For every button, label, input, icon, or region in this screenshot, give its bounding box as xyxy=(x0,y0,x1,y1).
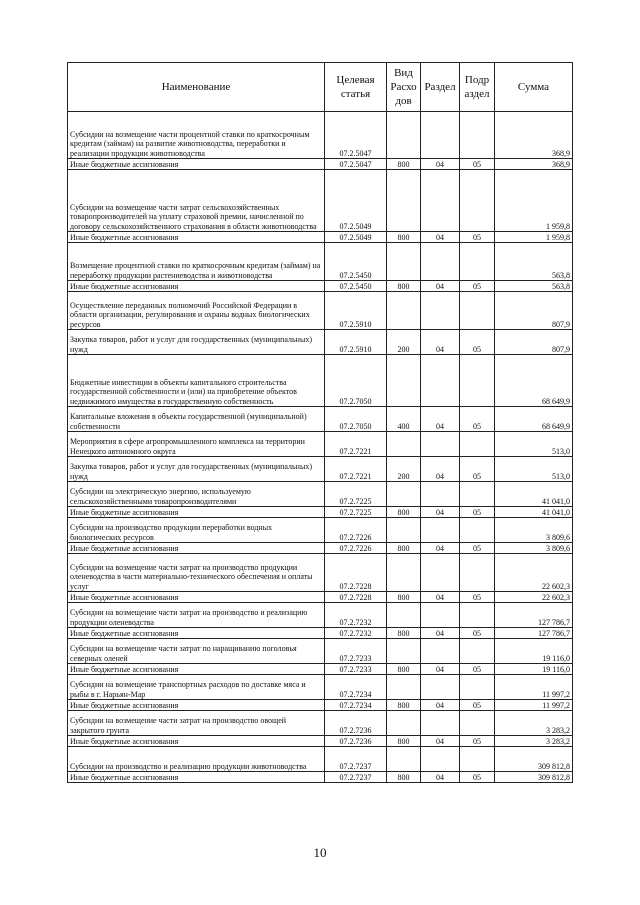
table-row xyxy=(68,482,573,507)
row-section-cell xyxy=(421,675,460,700)
row-name-cell: Субсидии на производство продукции переработки водных биологических ресурсов xyxy=(68,518,325,543)
row-section-cell xyxy=(421,292,460,330)
row-subsection-cell xyxy=(460,675,495,700)
table-row xyxy=(68,711,573,736)
row-subsection-cell: 05 xyxy=(460,457,495,482)
row-subsection-cell xyxy=(460,711,495,736)
row-name-cell: Субсидии на возмещение части затрат на производство овощей закрытого грунта xyxy=(68,711,325,736)
row-name-cell: Субсидии на электрическую энергию, используемую сельскохозяйственными товаропроизводителями xyxy=(68,482,325,507)
row-code-cell: 07.2.7225 xyxy=(325,482,387,507)
table-row xyxy=(68,736,573,747)
row-vid-cell: 800 xyxy=(387,543,421,554)
table-row xyxy=(68,243,573,281)
row-name-cell: Иные бюджетные ассигнования xyxy=(68,700,325,711)
row-name-cell: Иные бюджетные ассигнования xyxy=(68,592,325,603)
row-name-cell: Субсидии на возмещение части затрат по наращиванию поголовья северных оленей xyxy=(68,639,325,664)
row-subsection-cell xyxy=(460,243,495,281)
row-section-cell xyxy=(421,747,460,772)
row-section-cell xyxy=(421,112,460,159)
header-vid: Вид Расхо дов xyxy=(387,63,421,112)
row-code-cell: 07.2.7050 xyxy=(325,355,387,407)
row-name-cell: Субсидии на возмещение части процентной ставки по краткосрочным кредитам (займам) на развитие животноводства, переработки и реализации продукции животноводства xyxy=(68,112,325,159)
row-code-cell: 07.2.5910 xyxy=(325,292,387,330)
row-vid-cell xyxy=(387,603,421,628)
row-subsection-cell: 05 xyxy=(460,592,495,603)
table-row xyxy=(68,543,573,554)
row-code-cell: 07.2.7237 xyxy=(325,747,387,772)
row-name-cell: Возмещение процентной ставки по краткосрочным кредитам (займам) на переработку продукции растениеводства и животноводства xyxy=(68,243,325,281)
row-code-cell: 07.2.7221 xyxy=(325,457,387,482)
row-name-cell: Иные бюджетные ассигнования xyxy=(68,232,325,243)
row-subsection-cell xyxy=(460,554,495,592)
row-section-cell xyxy=(421,639,460,664)
header-subsection: Подр аздел xyxy=(460,63,495,112)
header-section: Раздел xyxy=(421,63,460,112)
row-name-cell: Субсидии на возмещение части затрат сельскохозяйственных товаропроизводителей на уплату страховой премии, начисленной по договору сельскохозяйственного страхования в области животноводства xyxy=(68,170,325,232)
row-subsection-cell xyxy=(460,170,495,232)
row-section-cell: 04 xyxy=(421,507,460,518)
row-code-cell: 07.2.7050 xyxy=(325,407,387,432)
row-subsection-cell: 05 xyxy=(460,159,495,170)
row-amount-cell: 68 649,9 xyxy=(495,355,573,407)
row-vid-cell xyxy=(387,170,421,232)
row-section-cell xyxy=(421,482,460,507)
table-row xyxy=(68,554,573,592)
table-row xyxy=(68,772,573,783)
row-vid-cell: 200 xyxy=(387,457,421,482)
row-name-cell: Иные бюджетные ассигнования xyxy=(68,736,325,747)
row-subsection-cell xyxy=(460,432,495,457)
row-section-cell: 04 xyxy=(421,772,460,783)
row-code-cell: 07.2.7233 xyxy=(325,664,387,675)
row-amount-cell: 807,9 xyxy=(495,292,573,330)
row-vid-cell: 800 xyxy=(387,772,421,783)
header-row xyxy=(68,63,573,112)
row-vid-cell: 800 xyxy=(387,664,421,675)
table-row xyxy=(68,432,573,457)
row-subsection-cell xyxy=(460,482,495,507)
row-amount-cell: 3 283,2 xyxy=(495,736,573,747)
row-section-cell: 04 xyxy=(421,592,460,603)
table-row xyxy=(68,639,573,664)
table-row xyxy=(68,664,573,675)
row-vid-cell xyxy=(387,747,421,772)
row-code-cell: 07.2.7232 xyxy=(325,628,387,639)
row-vid-cell xyxy=(387,711,421,736)
row-section-cell: 04 xyxy=(421,330,460,355)
row-name-cell: Субсидии на возмещение части затрат на производство продукции оленеводства в части материально-технического обеспечения и оплаты услуг xyxy=(68,554,325,592)
row-section-cell: 04 xyxy=(421,664,460,675)
row-code-cell: 07.2.5047 xyxy=(325,112,387,159)
row-subsection-cell: 05 xyxy=(460,330,495,355)
row-vid-cell: 200 xyxy=(387,330,421,355)
table-row xyxy=(68,232,573,243)
row-subsection-cell: 05 xyxy=(460,507,495,518)
row-section-cell: 04 xyxy=(421,232,460,243)
row-amount-cell: 68 649,9 xyxy=(495,407,573,432)
row-vid-cell xyxy=(387,112,421,159)
table-row xyxy=(68,355,573,407)
row-section-cell xyxy=(421,711,460,736)
row-code-cell: 07.2.5450 xyxy=(325,243,387,281)
row-code-cell: 07.2.7236 xyxy=(325,711,387,736)
row-code-cell: 07.2.7221 xyxy=(325,432,387,457)
row-section-cell xyxy=(421,355,460,407)
row-code-cell: 07.2.7234 xyxy=(325,700,387,711)
row-name-cell: Субсидии на возмещение части затрат на производство и реализацию продукции оленеводства xyxy=(68,603,325,628)
row-vid-cell xyxy=(387,675,421,700)
row-code-cell: 07.2.7226 xyxy=(325,518,387,543)
row-name-cell: Иные бюджетные ассигнования xyxy=(68,159,325,170)
row-name-cell: Мероприятия в сфере агропромышленного комплекса на территории Ненецкого автономного округа xyxy=(68,432,325,457)
row-vid-cell: 800 xyxy=(387,232,421,243)
row-name-cell: Субсидии на производство и реализацию продукции животноводства xyxy=(68,747,325,772)
row-amount-cell: 19 116,0 xyxy=(495,639,573,664)
table-row xyxy=(68,457,573,482)
row-subsection-cell xyxy=(460,355,495,407)
row-subsection-cell xyxy=(460,747,495,772)
table-row xyxy=(68,292,573,330)
row-vid-cell xyxy=(387,554,421,592)
header-code: Целевая статья xyxy=(325,63,387,112)
row-subsection-cell xyxy=(460,292,495,330)
row-section-cell: 04 xyxy=(421,628,460,639)
row-amount-cell: 22 602,3 xyxy=(495,554,573,592)
row-vid-cell xyxy=(387,243,421,281)
row-vid-cell: 800 xyxy=(387,700,421,711)
row-section-cell: 04 xyxy=(421,159,460,170)
row-code-cell: 07.2.7233 xyxy=(325,639,387,664)
row-amount-cell: 3 809,6 xyxy=(495,543,573,554)
row-section-cell: 04 xyxy=(421,700,460,711)
row-subsection-cell: 05 xyxy=(460,628,495,639)
row-section-cell: 04 xyxy=(421,281,460,292)
row-vid-cell: 800 xyxy=(387,736,421,747)
row-section-cell xyxy=(421,432,460,457)
row-vid-cell: 400 xyxy=(387,407,421,432)
row-amount-cell: 1 959,8 xyxy=(495,232,573,243)
row-subsection-cell: 05 xyxy=(460,700,495,711)
row-code-cell: 07.2.5047 xyxy=(325,159,387,170)
row-amount-cell: 807,9 xyxy=(495,330,573,355)
table-row xyxy=(68,675,573,700)
row-name-cell: Иные бюджетные ассигнования xyxy=(68,543,325,554)
row-amount-cell: 41 041,0 xyxy=(495,507,573,518)
row-vid-cell: 800 xyxy=(387,281,421,292)
table-body xyxy=(68,112,573,783)
row-section-cell xyxy=(421,554,460,592)
row-code-cell: 07.2.5049 xyxy=(325,232,387,243)
row-name-cell: Иные бюджетные ассигнования xyxy=(68,664,325,675)
row-vid-cell xyxy=(387,482,421,507)
row-name-cell: Иные бюджетные ассигнования xyxy=(68,281,325,292)
header-amount: Сумма xyxy=(495,63,573,112)
row-code-cell: 07.2.7237 xyxy=(325,772,387,783)
row-name-cell: Закупка товаров, работ и услуг для государственных (муниципальных) нужд xyxy=(68,330,325,355)
row-amount-cell: 563,8 xyxy=(495,243,573,281)
table-row xyxy=(68,507,573,518)
row-section-cell xyxy=(421,603,460,628)
row-vid-cell xyxy=(387,518,421,543)
row-amount-cell: 3 809,6 xyxy=(495,518,573,543)
table-row xyxy=(68,518,573,543)
row-code-cell: 07.2.7228 xyxy=(325,592,387,603)
table-row xyxy=(68,592,573,603)
table-row xyxy=(68,159,573,170)
budget-table xyxy=(67,62,573,783)
row-code-cell: 07.2.7236 xyxy=(325,736,387,747)
row-vid-cell xyxy=(387,432,421,457)
table-row xyxy=(68,281,573,292)
table-row xyxy=(68,330,573,355)
row-name-cell: Иные бюджетные ассигнования xyxy=(68,628,325,639)
budget-table-container xyxy=(67,62,572,783)
row-vid-cell xyxy=(387,292,421,330)
row-amount-cell: 11 997,2 xyxy=(495,675,573,700)
row-subsection-cell: 05 xyxy=(460,407,495,432)
row-amount-cell: 41 041,0 xyxy=(495,482,573,507)
row-vid-cell: 800 xyxy=(387,592,421,603)
row-amount-cell: 513,0 xyxy=(495,432,573,457)
row-name-cell: Закупка товаров, работ и услуг для государственных (муниципальных) нужд xyxy=(68,457,325,482)
row-section-cell: 04 xyxy=(421,543,460,554)
row-amount-cell: 368,9 xyxy=(495,159,573,170)
row-section-cell xyxy=(421,518,460,543)
row-subsection-cell xyxy=(460,518,495,543)
row-name-cell: Иные бюджетные ассигнования xyxy=(68,772,325,783)
row-code-cell: 07.2.7225 xyxy=(325,507,387,518)
row-amount-cell: 3 283,2 xyxy=(495,711,573,736)
table-row xyxy=(68,112,573,159)
row-subsection-cell: 05 xyxy=(460,664,495,675)
row-vid-cell xyxy=(387,639,421,664)
row-name-cell: Капитальные вложения в объекты государственной (муниципальной) собственности xyxy=(68,407,325,432)
row-code-cell: 07.2.5049 xyxy=(325,170,387,232)
row-amount-cell: 19 116,0 xyxy=(495,664,573,675)
row-subsection-cell: 05 xyxy=(460,736,495,747)
row-subsection-cell xyxy=(460,639,495,664)
row-code-cell: 07.2.7226 xyxy=(325,543,387,554)
row-subsection-cell: 05 xyxy=(460,281,495,292)
row-code-cell: 07.2.7232 xyxy=(325,603,387,628)
header-name: Наименование xyxy=(68,63,325,112)
table-row xyxy=(68,170,573,232)
row-section-cell: 04 xyxy=(421,457,460,482)
row-name-cell: Осуществление переданных полномочий Российской Федерации в области организации, регулирования и охраны водных биологических ресурсов xyxy=(68,292,325,330)
row-name-cell: Бюджетные инвестиции в объекты капитального строительства государственной собственности и (или) на приобретение объектов недвижимого имущества в государственную собственность xyxy=(68,355,325,407)
row-amount-cell: 22 602,3 xyxy=(495,592,573,603)
table-row xyxy=(68,747,573,772)
table-row xyxy=(68,628,573,639)
row-code-cell: 07.2.5450 xyxy=(325,281,387,292)
row-code-cell: 07.2.7234 xyxy=(325,675,387,700)
row-subsection-cell: 05 xyxy=(460,772,495,783)
row-amount-cell: 127 786,7 xyxy=(495,628,573,639)
row-vid-cell: 800 xyxy=(387,507,421,518)
row-amount-cell: 309 812,8 xyxy=(495,772,573,783)
row-name-cell: Субсидии на возмещение транспортных расходов по доставке мяса и рыбы в г. Нарьян-Мар xyxy=(68,675,325,700)
row-section-cell: 04 xyxy=(421,736,460,747)
table-row xyxy=(68,407,573,432)
row-code-cell: 07.2.7228 xyxy=(325,554,387,592)
row-code-cell: 07.2.5910 xyxy=(325,330,387,355)
row-subsection-cell: 05 xyxy=(460,232,495,243)
row-vid-cell: 800 xyxy=(387,628,421,639)
page-number: 10 xyxy=(313,845,327,860)
row-amount-cell: 368,9 xyxy=(495,112,573,159)
row-section-cell xyxy=(421,243,460,281)
row-amount-cell: 513,0 xyxy=(495,457,573,482)
row-subsection-cell xyxy=(460,603,495,628)
table-row xyxy=(68,700,573,711)
row-name-cell: Иные бюджетные ассигнования xyxy=(68,507,325,518)
row-section-cell xyxy=(421,170,460,232)
row-amount-cell: 11 997,2 xyxy=(495,700,573,711)
row-subsection-cell xyxy=(460,112,495,159)
row-section-cell: 04 xyxy=(421,407,460,432)
row-vid-cell xyxy=(387,355,421,407)
table-row xyxy=(68,603,573,628)
row-amount-cell: 1 959,8 xyxy=(495,170,573,232)
row-vid-cell: 800 xyxy=(387,159,421,170)
row-amount-cell: 563,8 xyxy=(495,281,573,292)
row-amount-cell: 309 812,8 xyxy=(495,747,573,772)
row-amount-cell: 127 786,7 xyxy=(495,603,573,628)
row-subsection-cell: 05 xyxy=(460,543,495,554)
